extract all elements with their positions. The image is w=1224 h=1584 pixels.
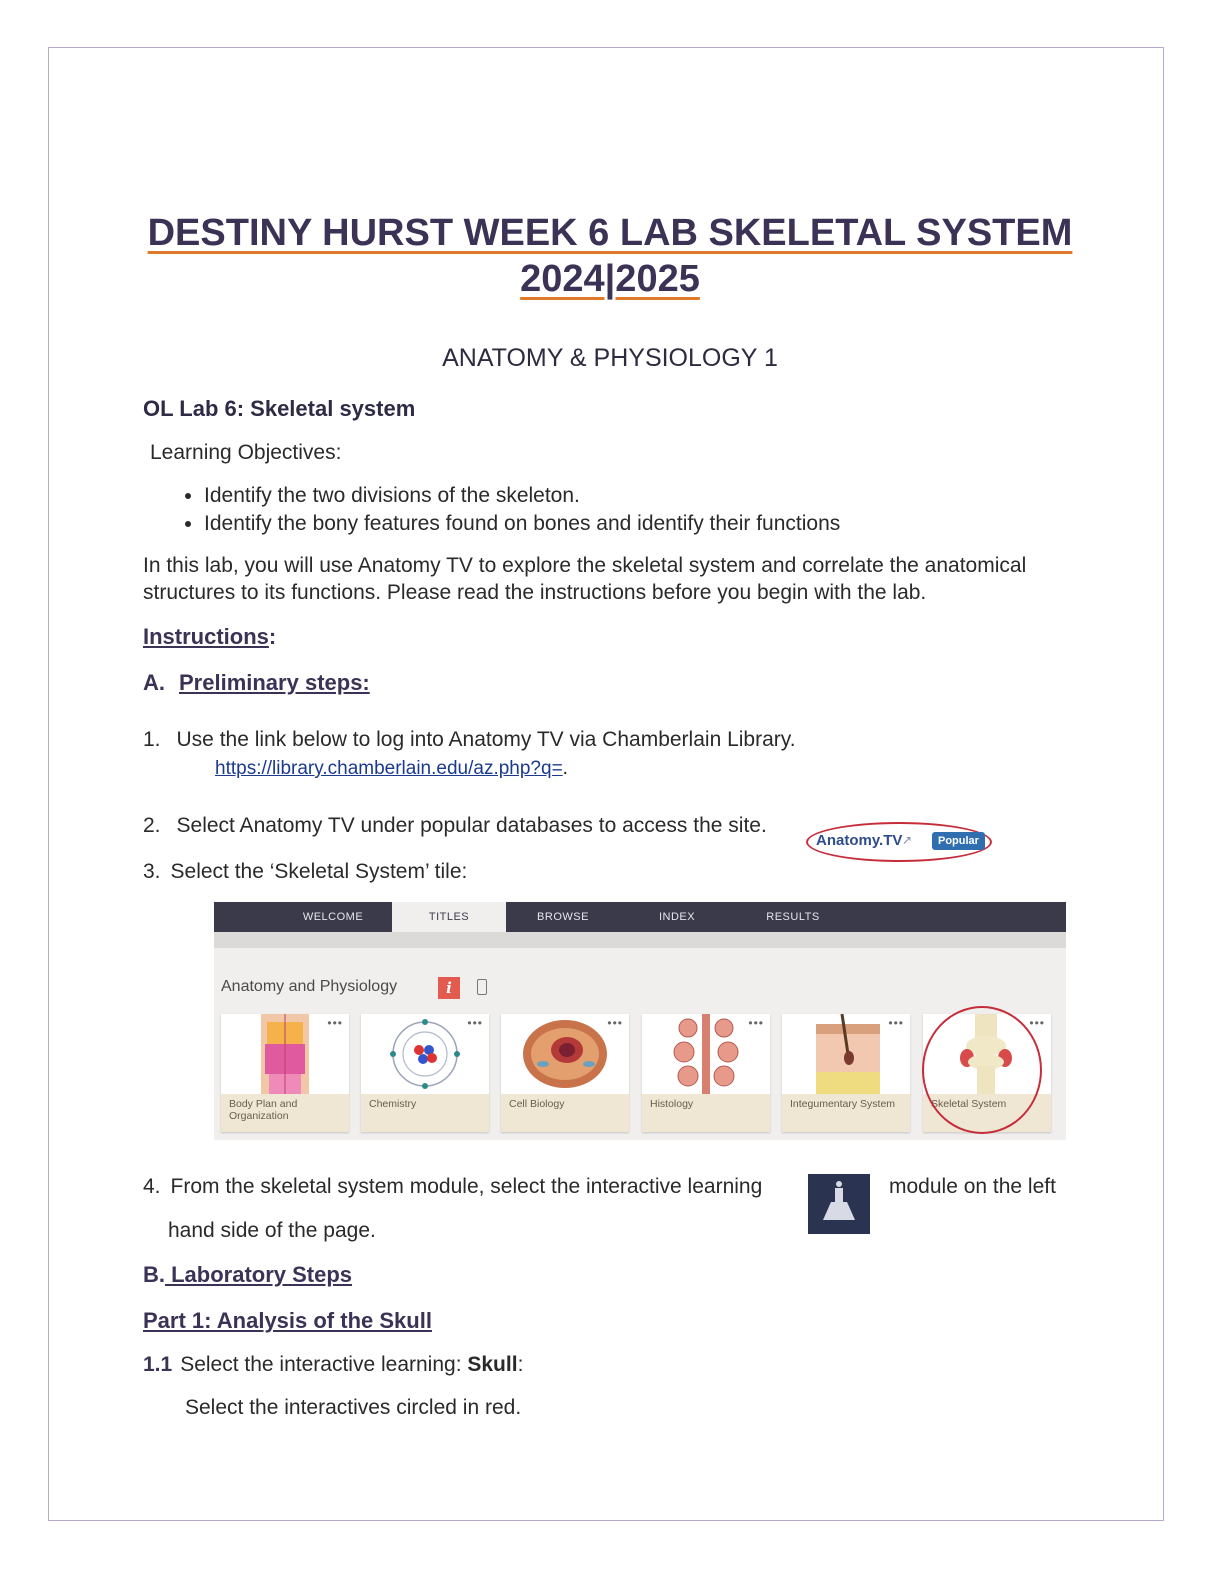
step-1 xyxy=(143,728,796,752)
document-title-line1: DESTINY HURST WEEK 6 LAB SKELETAL SYSTEM xyxy=(147,212,1073,254)
step-1-text: Use the link below to log into Anatomy TV via Chamberlain Library. xyxy=(176,728,796,751)
objectives-list xyxy=(160,482,840,538)
intro-line-2: structures to its functions. Please read the instructions before you begin with the lab. xyxy=(143,581,927,604)
part-1-title: Part 1: Analysis of the Skull xyxy=(143,1308,432,1333)
tile-body-plan xyxy=(221,1014,349,1132)
course-subtitle: ANATOMY & PHYSIOLOGY 1 xyxy=(442,344,778,372)
popular-badge: Popular xyxy=(932,832,985,850)
flask-icon xyxy=(808,1174,870,1234)
external-link-icon: ↗ xyxy=(902,833,913,847)
tile-histology xyxy=(642,1014,770,1132)
tile-label: Integumentary System xyxy=(782,1094,910,1132)
step-3 xyxy=(143,860,467,884)
screenshot-strip xyxy=(214,932,1066,948)
section-b-heading xyxy=(143,1262,352,1288)
nav-welcome: WELCOME xyxy=(302,911,364,923)
anatomy-tv-badge-image xyxy=(806,816,1000,868)
step-1-1-bold: Skull xyxy=(467,1353,518,1376)
screenshot-navbar xyxy=(214,902,1066,932)
instructions-colon: : xyxy=(268,624,277,649)
tile-label: Histology xyxy=(642,1094,770,1132)
info-icon: i xyxy=(438,977,460,999)
tile-label: Chemistry xyxy=(361,1094,489,1132)
objectives-label: Learning Objectives: xyxy=(150,441,342,464)
tile-menu-icon: ••• xyxy=(888,1016,904,1030)
instructions-heading xyxy=(143,624,276,650)
section-a-title: Preliminary steps: xyxy=(179,670,370,695)
interactive-learning-flask-icon xyxy=(808,1174,870,1234)
nav-index: INDEX xyxy=(658,911,696,923)
step-4-line-1 xyxy=(143,1175,762,1199)
section-b-prefix: B. xyxy=(143,1262,165,1287)
skeletal-system-red-circle xyxy=(922,1006,1042,1134)
step-1-1-colon: : xyxy=(517,1353,524,1376)
step-1-1-text: Select the interactive learning: xyxy=(180,1353,462,1376)
step-4-text-a: From the skeletal system module, select the interactive learning xyxy=(170,1175,763,1198)
mobile-icon xyxy=(477,979,487,995)
objective-item: • Identify the bony features found on bones and identify their functions xyxy=(204,510,840,538)
step-4-number: 4. xyxy=(143,1175,161,1198)
step-1-number: 1. xyxy=(143,728,161,751)
tile-label: Cell Biology xyxy=(501,1094,629,1132)
step-2-text: Select Anatomy TV under popular databases to access the site. xyxy=(176,814,767,837)
section-a-prefix: A. xyxy=(143,670,165,695)
tile-integumentary xyxy=(782,1014,910,1132)
step-1-1-number: 1.1 xyxy=(143,1353,173,1376)
section-b-title: Laboratory Steps xyxy=(165,1262,353,1287)
section-a-heading xyxy=(143,670,370,696)
badge-anatomy-tv-label: Anatomy.TV xyxy=(816,832,903,849)
tile-cell-biology xyxy=(501,1014,629,1132)
tile-chemistry xyxy=(361,1014,489,1132)
tile-menu-icon: ••• xyxy=(607,1016,623,1030)
tile-label: Skeletal System xyxy=(923,1094,1051,1132)
tile-menu-icon: ••• xyxy=(1029,1016,1045,1030)
step-2 xyxy=(143,814,767,838)
nav-titles: TITLES xyxy=(392,902,506,934)
nav-results: RESULTS xyxy=(766,911,820,923)
step-4-text-c: hand side of the page. xyxy=(168,1219,376,1242)
lab-title: OL Lab 6: Skeletal system xyxy=(143,396,416,421)
tile-menu-icon: ••• xyxy=(748,1016,764,1030)
step-3-text: Select the ‘Skeletal System’ tile: xyxy=(170,860,468,883)
chamberlain-library-link[interactable]: https://library.chamberlain.edu/az.php?q= xyxy=(215,758,563,779)
tile-menu-icon: ••• xyxy=(467,1016,483,1030)
anatomy-physiology-title: Anatomy and Physiology xyxy=(221,978,398,995)
step-1-link-suffix: . xyxy=(562,758,568,779)
step-1-1-subtext: Select the interactives circled in red. xyxy=(185,1396,522,1419)
step-1-1 xyxy=(143,1353,523,1377)
document-title-line2: 2024|2025 xyxy=(520,258,700,300)
tile-menu-icon: ••• xyxy=(327,1016,343,1030)
nav-browse: BROWSE xyxy=(537,911,589,923)
intro-line-1: In this lab, you will use Anatomy TV to explore the skeletal system and correlate the anatomical xyxy=(143,554,1027,577)
step-4-text-b: module on the left xyxy=(889,1175,1056,1198)
step-3-number: 3. xyxy=(143,860,161,883)
anatomy-tv-screenshot xyxy=(214,902,1066,1140)
instructions-label: Instructions xyxy=(143,624,269,649)
step-2-number: 2. xyxy=(143,814,161,837)
step-1-link-line xyxy=(215,758,568,780)
objective-item: • Identify the two divisions of the skeleton. xyxy=(204,482,840,510)
tile-label: Body Plan and Organization xyxy=(221,1094,349,1132)
